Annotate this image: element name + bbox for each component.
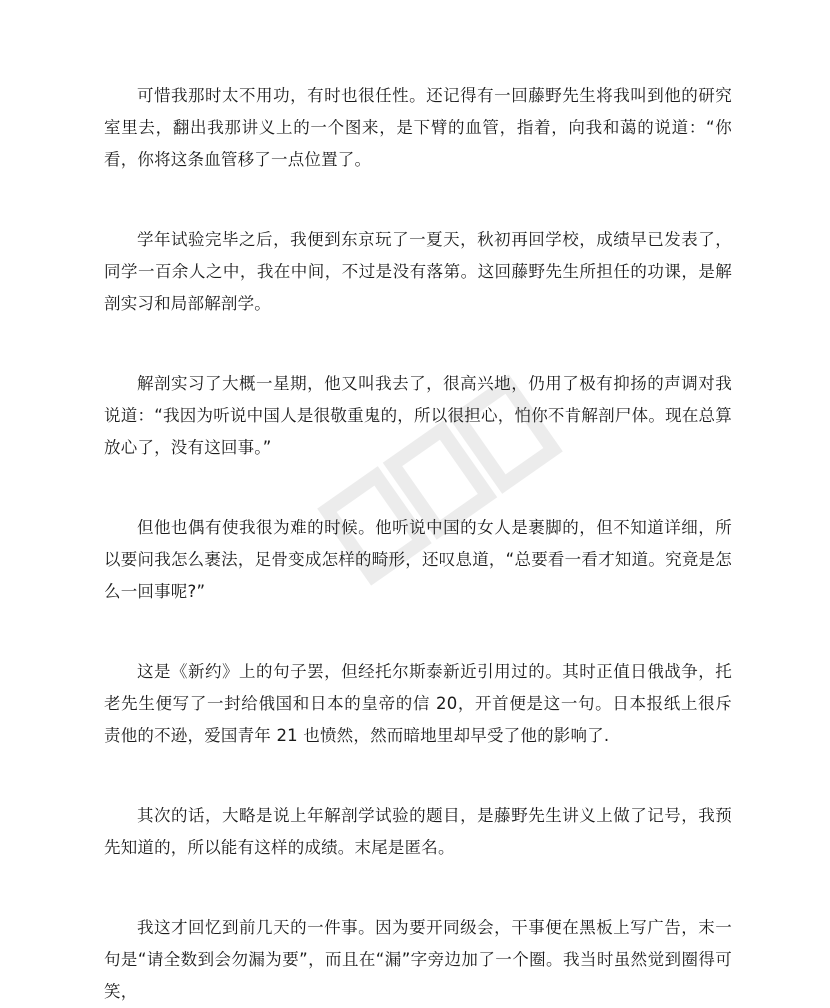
paragraph-7: 我这才回忆到前几天的一件事。因为要开同级会，干事便在黑板上写广告，末一句是“请全数到会勿漏为要”，而且在“漏”字旁边加了一个圈。我当时虽然觉到圈得可笑， — [104, 918, 732, 1001]
paragraph-6: 其次的话，大略是说上年解剖学试验的题目，是藤野先生讲义上做了记号，我预先知道的，所以能有这样的成绩。末尾是匿名。 — [104, 806, 732, 857]
paragraph-2: 学年试验完毕之后，我便到东京玩了一夏天，秋初再回学校，成绩早已发表了，同学一百余人之中，我在中间，不过是没有落第。这回藤野先生所担任的功课，是解剖实习和局部解剖学。 — [104, 230, 732, 313]
paragraph-5: 这是《新约》上的句子罢，但经托尔斯泰新近引用过的。其时正值日俄战争，托老先生便写了一封给俄国和日本的皇帝的信 20，开首便是这一句。日本报纸上很斥责他的不逊，爱国青年 21 也愤然，然而暗地里却早受了他的影响了. — [104, 662, 732, 745]
paragraph-3: 解剖实习了大概一星期，他又叫我去了，很高兴地，仍用了极有抑扬的声调对我说道：“我因为听说中国人是很敬重鬼的，所以很担心，怕你不肯解剖尸体。现在总算放心了，没有这回事。” — [104, 374, 732, 457]
document-page — [104, 80, 732, 1008]
paragraph-4: 但他也偶有使我很为难的时候。他听说中国的女人是裹脚的，但不知道详细，所以要问我怎么裹法，足骨变成怎样的畸形，还叹息道，“总要看一看才知道。究竟是怎么一回事呢?” — [104, 518, 732, 601]
paragraph-1: 可惜我那时太不用功，有时也很任性。还记得有一回藤野先生将我叫到他的研究室里去，翻出我那讲义上的一个图来，是下臂的血管，指着，向我和蔼的说道：“你看，你将这条血管移了一点位置了。 — [104, 86, 732, 169]
